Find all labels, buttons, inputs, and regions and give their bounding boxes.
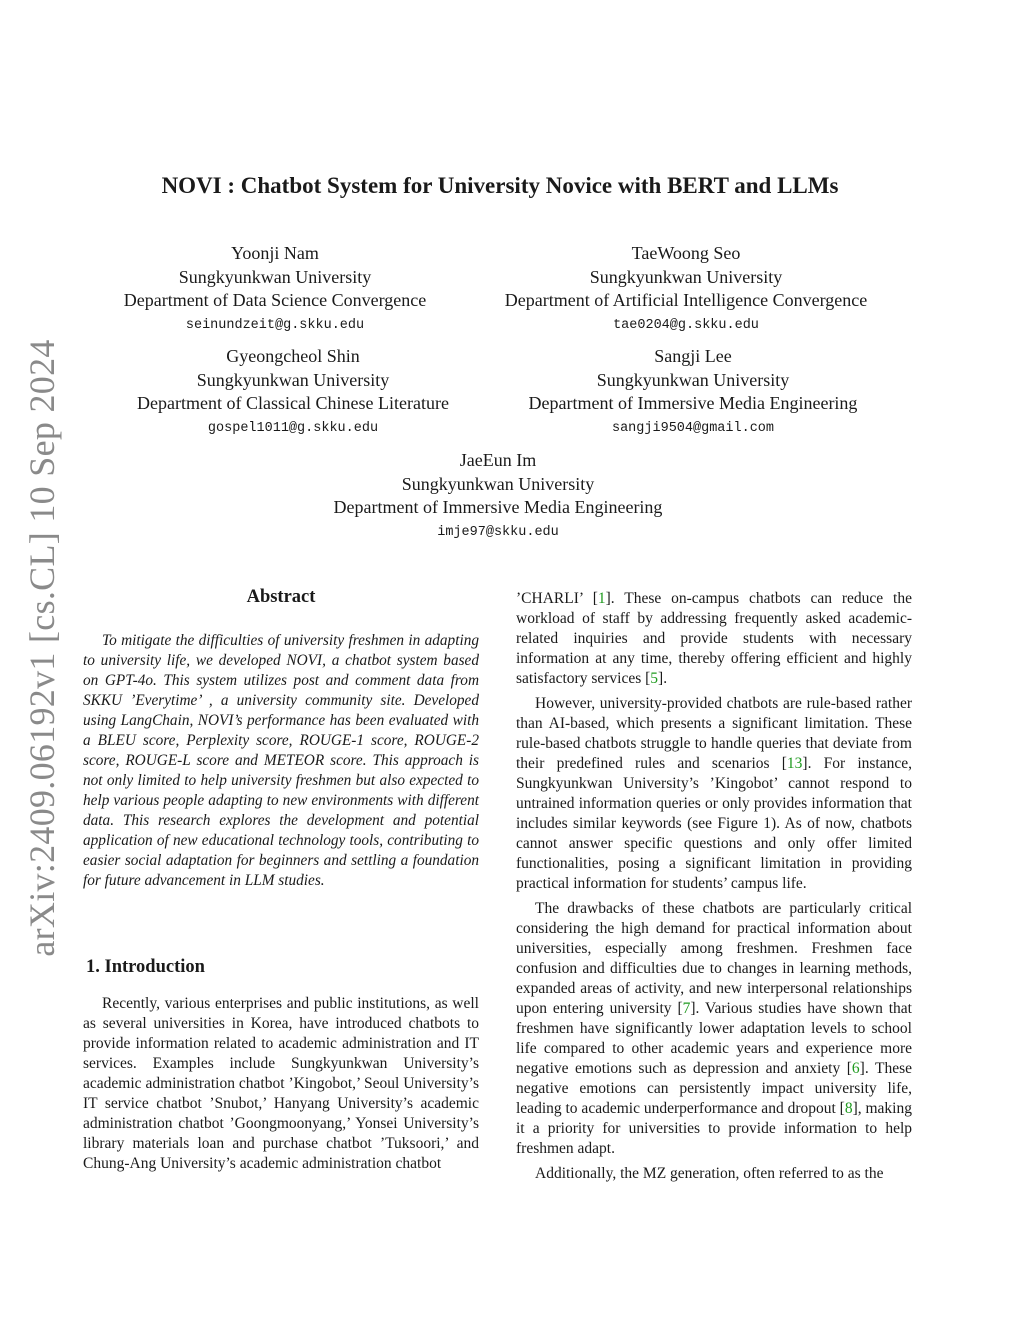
citation-link[interactable]: 7 <box>682 1000 691 1017</box>
arxiv-identifier-stamp: arXiv:2409.06192v1 [cs.CL] 10 Sep 2024 <box>22 339 62 957</box>
author-department: Department of Immersive Media Engineering <box>333 497 663 517</box>
author-department: Department of Data Science Convergence <box>123 290 427 310</box>
author-name: JaeEun Im <box>459 450 537 470</box>
author-department: Department of Immersive Media Engineering <box>528 393 858 413</box>
author-block <box>476 242 896 339</box>
author-department: Department of Classical Chinese Literature <box>137 393 449 413</box>
citation-link[interactable]: 1 <box>597 590 606 607</box>
author-block <box>95 242 455 339</box>
author-name: TaeWoong Seo <box>631 243 741 263</box>
author-email: tae0204@g.skku.edu <box>613 317 759 333</box>
body-paragraph: Additionally, the MZ generation, often referred to as the <box>535 1165 884 1182</box>
author-affiliation: Sungkyunkwan University <box>196 369 390 390</box>
introduction-paragraph: Recently, various enterprises and public institutions, as well as several universities in Korea, have introduced chatbots to provide information related to academic administration and IT services. Examples include Sungkyunkwan University’s academic administration chatbot ’Kingobot,’ Seoul University’s IT service chatbot ’Snubot,’ Hanyang University’s academic administration chatbot ’Goongmoonyang,’ Yonsei University’s library materials loan and purchase chatbot ’Tuksoori,’ and Chung-Ang University’s academic administration chatbot <box>83 995 479 1172</box>
author-affiliation: Sungkyunkwan University <box>596 369 790 390</box>
author-block <box>503 345 883 442</box>
author-email: sangji9504@gmail.com <box>611 420 775 436</box>
citation-link[interactable]: 5 <box>650 670 659 687</box>
body-paragraph <box>516 589 912 689</box>
author-email: gospel1011@g.skku.edu <box>207 420 379 436</box>
text-run: However, university-provided chatbots are rule-based rather than AI-based, which presents a significant limitation. These rule-based chatbots struggle to handle queries that deviate from their predefined rules and scenarios [ <box>516 695 912 772</box>
author-email: imje97@skku.edu <box>437 524 559 540</box>
citation-link[interactable]: 8 <box>844 1100 853 1117</box>
text-run: ’CHARLI’ [ <box>516 590 598 607</box>
author-department: Department of Artificial Intelligence Convergence <box>504 290 868 310</box>
body-paragraph <box>516 899 912 1159</box>
introduction-heading: 1. Introduction <box>86 957 205 977</box>
author-name: Gyeongcheol Shin <box>226 346 360 366</box>
right-column-body <box>516 589 912 1184</box>
author-affiliation: Sungkyunkwan University <box>178 266 372 287</box>
text-run: ], making it a priority for universities to provide information to help freshmen adapt. <box>516 1100 912 1157</box>
citation-link[interactable]: 6 <box>851 1060 860 1077</box>
text-run: ]. For instance, Sungkyunkwan University’s ’Kingobot’ cannot respond to untrained information queries or only provides information that includes similar keywords (see Figure 1). As of now, chatbots cannot answer specific questions and only offer limited functionalities, posing a significant limitation in providing practical information for students’ campus life. <box>516 755 913 892</box>
author-name: Sangji Lee <box>654 346 732 366</box>
author-name: Yoonji Nam <box>231 243 319 263</box>
text-run: The drawbacks of these chatbots are particularly critical considering the high demand for practical information about universities, especially among freshmen. Freshmen face confusion and difficulties due to changes in learning methods, expanded areas of activity, and new interpersonal relationships upon entering university [ <box>516 900 912 1017</box>
abstract-heading: Abstract <box>246 587 316 607</box>
text-run: ]. Various studies have shown that freshmen have significantly lower adaptation levels to school life compared to other academic years and experience more negative emotions such as depression and anxiety [ <box>516 1000 912 1077</box>
author-affiliation: Sungkyunkwan University <box>401 473 595 494</box>
text-run: ]. These negative emotions can persistently impact university life, leading to academic underperformance and dropout [ <box>516 1060 912 1117</box>
author-affiliation: Sungkyunkwan University <box>589 266 783 287</box>
abstract-body <box>83 631 479 891</box>
text-run: ]. These on-campus chatbots can reduce the workload of staff by addressing frequently asked academic-related inquiries and provide students with necessary information at any time, thereby offering efficient and highly satisfactory services [ <box>516 590 912 687</box>
body-paragraph <box>516 694 912 894</box>
author-block <box>308 449 688 546</box>
author-email: seinundzeit@g.skku.edu <box>185 317 365 333</box>
citation-link[interactable]: 13 <box>786 755 803 772</box>
author-block <box>108 345 478 442</box>
abstract-paragraph: To mitigate the difficulties of university freshmen in adapting to university life, we developed NOVI, a chatbot system based on GPT-4o. This system utilizes post and comment data from SKKU ’Everytime’ , a university community site. Developed using LangChain, NOVI’s performance has been evaluated with a BLEU score, Perplexity score, ROUGE-1 score, ROUGE-2 score, ROUGE-L score and METEOR score. This approach is not only limited to help university freshmen but also expected to help various people adapting to new environments with different data. This research explores the development and potential application of new educational technology tools, contributing to easier social adaptation for beginners and settling a foundation for future advancement in LLM studies. <box>83 632 479 889</box>
paper-title: NOVI : Chatbot System for University Novice with BERT and LLMs <box>161 173 839 198</box>
introduction-body <box>83 994 479 1174</box>
text-run: ]. <box>658 670 668 687</box>
